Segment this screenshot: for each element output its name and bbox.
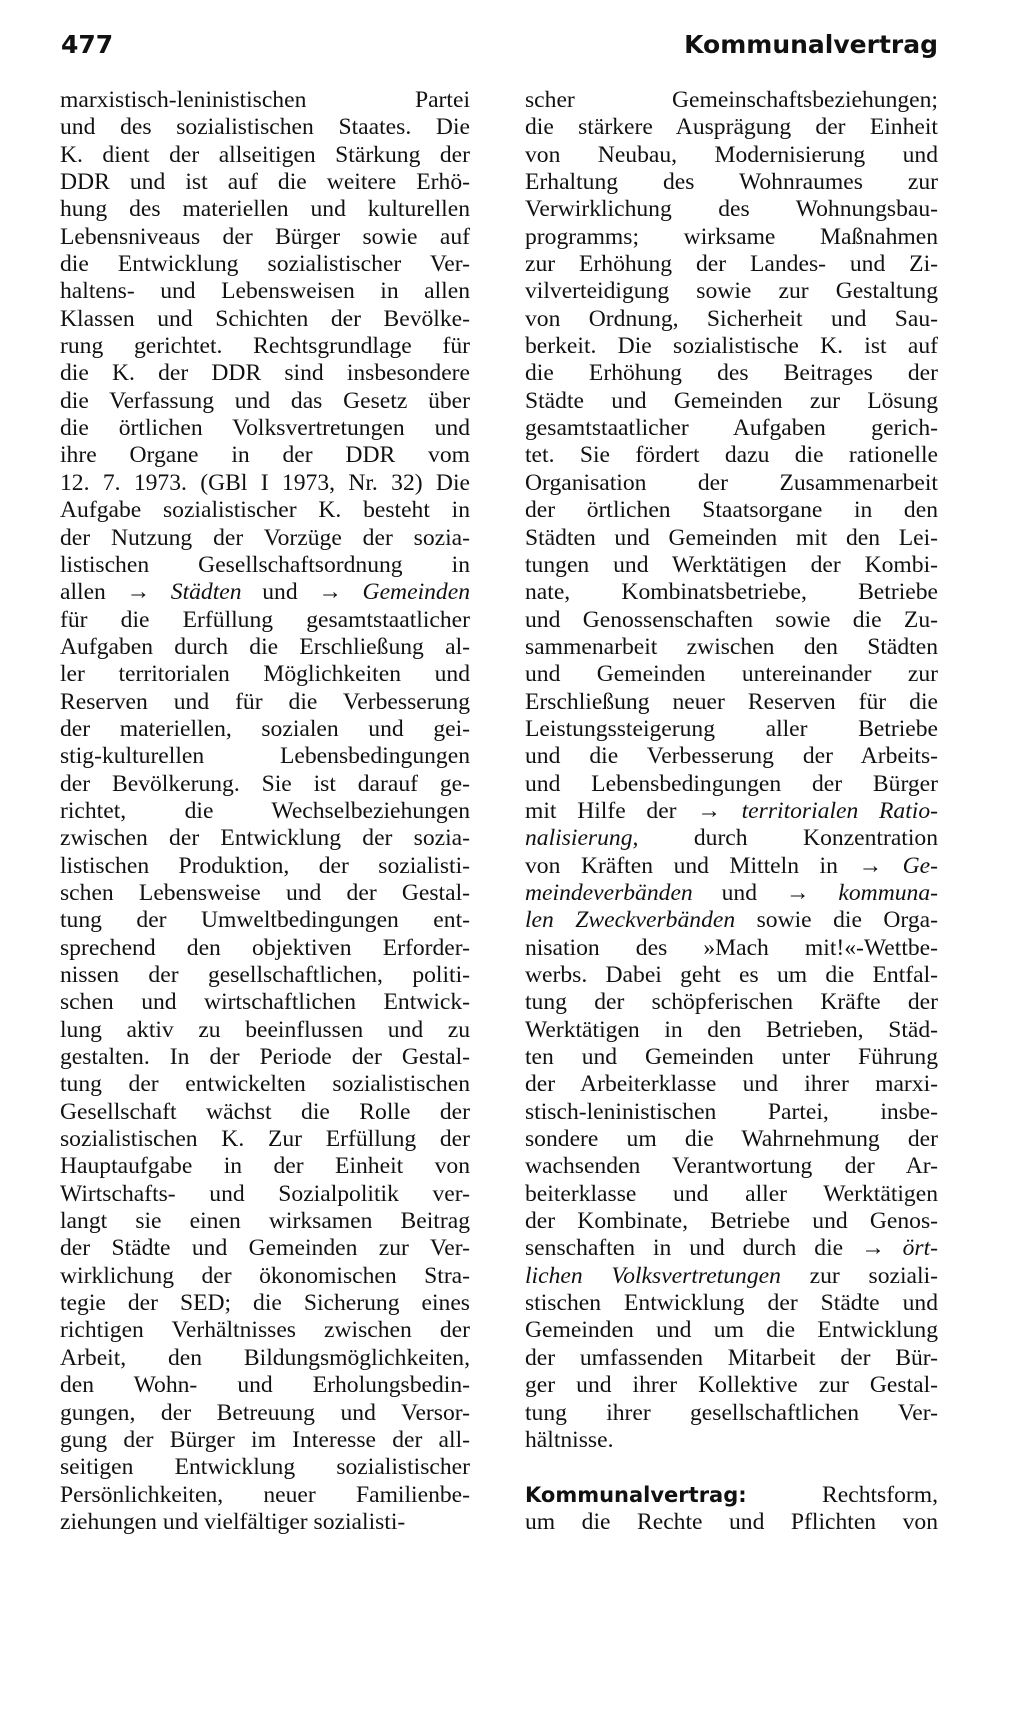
text-line: vilverteidigung sowie zur Gestaltung: [525, 278, 938, 305]
text-line: gestalten. In der Periode der Gestal-: [60, 1044, 470, 1071]
text-line: listischen Produktion, der sozialisti-: [60, 852, 470, 879]
text-line: tung der Umweltbedingungen ent-: [60, 907, 470, 934]
text-line: richtet, die Wechselbeziehungen: [60, 797, 470, 824]
text-line: zwischen der Entwicklung der sozia-: [60, 825, 470, 852]
text-line: nissen der gesellschaftlichen, politi-: [60, 962, 470, 988]
text-line: Wirtschafts- und Sozialpolitik ver-: [60, 1180, 470, 1207]
text-line: Lebensniveaus der Bürger sowie auf: [60, 223, 470, 250]
text-line: ger und ihrer Kollektive zur Gestal-: [525, 1372, 938, 1399]
text-line: senschaften in und durch die → ört-: [525, 1235, 938, 1262]
text-line: tet. Sie fördert dazu die rationelle: [525, 442, 938, 469]
text-line: werbs. Dabei geht es um die Entfal-: [525, 962, 938, 988]
text-line: 12. 7. 1973. (GBl I 1973, Nr. 32) Die: [60, 469, 470, 496]
right-column-body: [525, 87, 938, 1454]
text-line: sammenarbeit zwischen den Städten: [525, 633, 938, 660]
text-line: schen und wirtschaftlichen Entwick-: [60, 989, 470, 1016]
text-line: der Städte und Gemeinden zur Ver-: [60, 1235, 470, 1262]
text-line: hung des materiellen und kulturellen: [60, 196, 470, 223]
text-line: der materiellen, sozialen und gei-: [60, 715, 470, 742]
text-line: der Bevölkerung. Sie ist darauf ge-: [60, 770, 470, 797]
text-line: Gemeinden und um die Entwicklung: [525, 1317, 938, 1344]
entry-term: Kommunalvertrag:: [525, 1482, 747, 1507]
text-line: nisation des »Mach mit!«-Wettbe-: [525, 934, 938, 961]
text-line: langt sie einen wirksamen Beitrag: [60, 1208, 470, 1235]
text-line: und des sozialistischen Staates. Die: [60, 114, 470, 141]
text-line: tung der schöpferischen Kräfte der: [525, 989, 938, 1016]
text-line: haltens- und Lebensweisen in allen: [60, 278, 470, 305]
text-line: die stärkere Ausprägung der Einheit: [525, 114, 938, 141]
text-line: der Kombinate, Betriebe und Genos-: [525, 1208, 938, 1235]
text-line: programms; wirksame Maßnahmen: [525, 223, 938, 250]
text-line: schen Lebensweise und der Gestal-: [60, 879, 470, 906]
next-entry-line-2: um die Rechte und Pflichten von: [525, 1508, 938, 1535]
text-line: sprechend den objektiven Erforder-: [60, 934, 470, 961]
text-line: Verwirklichung des Wohnungsbau-: [525, 196, 938, 223]
text-line: gungen, der Betreuung und Versor-: [60, 1399, 470, 1426]
text-line: Erschließung neuer Reserven für die: [525, 688, 938, 715]
text-line: und Genossenschaften sowie die Zu-: [525, 606, 938, 633]
text-line: und Lebensbedingungen der Bürger: [525, 770, 938, 797]
text-line: Werktätigen in den Betrieben, Städ-: [525, 1016, 938, 1043]
text-line: tung der entwickelten sozialistischen: [60, 1071, 470, 1098]
right-text-column: [525, 87, 938, 1536]
text-line: Erhaltung des Wohnraumes zur: [525, 169, 938, 196]
text-line: Aufgaben durch die Erschließung al-: [60, 633, 470, 660]
left-text-column: [60, 87, 470, 1536]
text-line: Städten und Gemeinden mit den Lei-: [525, 524, 938, 551]
text-line: scher Gemeinschaftsbeziehungen;: [525, 87, 938, 113]
text-line: von Neubau, Modernisierung und: [525, 141, 938, 168]
text-line: gung der Bürger im Interesse der all-: [60, 1426, 470, 1453]
text-line: die Entwicklung sozialistischer Ver-: [60, 251, 470, 278]
text-line: die K. der DDR sind insbesondere: [60, 360, 470, 387]
text-line: den Wohn- und Erholungsbedin-: [60, 1372, 470, 1399]
text-line: für die Erfüllung gesamtstaatlicher: [60, 606, 470, 633]
text-line: zur Erhöhung der Landes- und Zi-: [525, 251, 938, 278]
text-line: der Nutzung der Vorzüge der sozia-: [60, 524, 470, 551]
text-line: der Arbeiterklasse und ihrer marxi-: [525, 1071, 938, 1098]
text-line: wachsenden Verantwortung der Ar-: [525, 1153, 938, 1180]
text-line: listischen Gesellschaftsordnung in: [60, 551, 470, 578]
text-line: mit Hilfe der → territorialen Ratio-: [525, 797, 938, 824]
text-line: seitigen Entwicklung sozialistischer: [60, 1454, 470, 1481]
text-line: von Kräften und Mitteln in → Ge-: [525, 852, 938, 879]
text-line: von Ordnung, Sicherheit und Sau-: [525, 305, 938, 332]
text-line: Aufgabe sozialistischer K. besteht in: [60, 497, 470, 524]
text-line: stischen Entwicklung der Städte und: [525, 1290, 938, 1317]
text-line: ten und Gemeinden unter Führung: [525, 1044, 938, 1071]
text-line: ziehungen und vielfältiger sozialisti-: [60, 1508, 406, 1535]
text-line: und Gemeinden untereinander zur: [525, 661, 938, 688]
text-line: marxistisch-leninistischen Partei: [60, 87, 470, 113]
text-line: tungen und Werktätigen der Kombi-: [525, 551, 938, 578]
text-line: die Erhöhung des Beitrages der: [525, 360, 938, 387]
text-line: gesamtstaatlicher Aufgaben gerich-: [525, 415, 938, 442]
text-line: nalisierung, durch Konzentration: [525, 825, 938, 852]
text-line: Leistungssteigerung aller Betriebe: [525, 715, 938, 742]
text-line: lichen Volksvertretungen zur soziali-: [525, 1262, 938, 1289]
text-line: stig-kulturellen Lebensbedingungen: [60, 743, 470, 770]
text-line: Städte und Gemeinden zur Lösung: [525, 387, 938, 414]
next-entry-line-1: [525, 1482, 938, 1509]
text-line: sondere um die Wahrnehmung der: [525, 1126, 938, 1153]
text-line: stisch-leninistischen Partei, insbe-: [525, 1098, 938, 1125]
text-line: Klassen und Schichten der Bevölke-: [60, 305, 470, 332]
text-line: die örtlichen Volksvertretungen und: [60, 415, 470, 442]
text-line: Persönlichkeiten, neuer Familienbe-: [60, 1481, 470, 1508]
text-line: Hauptaufgabe in der Einheit von: [60, 1153, 470, 1180]
text-line: ler territorialen Möglichkeiten und: [60, 661, 470, 688]
text-line: ihre Organe in der DDR vom: [60, 442, 470, 469]
text-line: Reserven und für die Verbesserung: [60, 688, 470, 715]
text-line: DDR und ist auf die weitere Erhö-: [60, 169, 470, 196]
running-head: Kommunalvertrag: [684, 30, 938, 59]
text-line: Organisation der Zusammenarbeit: [525, 469, 938, 496]
text-line: die Verfassung und das Gesetz über: [60, 387, 470, 414]
text-line: lung aktiv zu beeinflussen und zu: [60, 1016, 470, 1043]
text-line: rung gerichtet. Rechtsgrundlage für: [60, 333, 470, 360]
text-line: tung ihrer gesellschaftlichen Ver-: [525, 1399, 938, 1426]
page-number: 477: [61, 30, 114, 59]
text-line: und die Verbesserung der Arbeits-: [525, 743, 938, 770]
text-line: berkeit. Die sozialistische K. ist auf: [525, 333, 938, 360]
text-line: hältnisse.: [525, 1426, 614, 1453]
entry-spacer: [525, 1454, 938, 1481]
text-line: der örtlichen Staatsorgane in den: [525, 497, 938, 524]
text-line: len Zweckverbänden sowie die Orga-: [525, 907, 938, 934]
text-line: richtigen Verhältnisses zwischen der: [60, 1317, 470, 1344]
text-line: nate, Kombinatsbetriebe, Betriebe: [525, 579, 938, 606]
text-line: der umfassenden Mitarbeit der Bür-: [525, 1344, 938, 1371]
text-line: tegie der SED; die Sicherung eines: [60, 1290, 470, 1317]
text-line: K. dient der allseitigen Stärkung der: [60, 141, 470, 168]
text-line: meindeverbänden und → kommuna-: [525, 879, 938, 906]
text-line: sozialistischen K. Zur Erfüllung der: [60, 1126, 470, 1153]
text-line: beiterklasse und aller Werktätigen: [525, 1180, 938, 1207]
text-line: allen → Städten und → Gemeinden: [60, 579, 470, 606]
text-line: wirklichung der ökonomischen Stra-: [60, 1262, 470, 1289]
entry-definition-start: Rechtsform,: [822, 1481, 938, 1508]
text-line: Arbeit, den Bildungsmöglichkeiten,: [60, 1344, 470, 1371]
text-line: Gesellschaft wächst die Rolle der: [60, 1098, 470, 1125]
